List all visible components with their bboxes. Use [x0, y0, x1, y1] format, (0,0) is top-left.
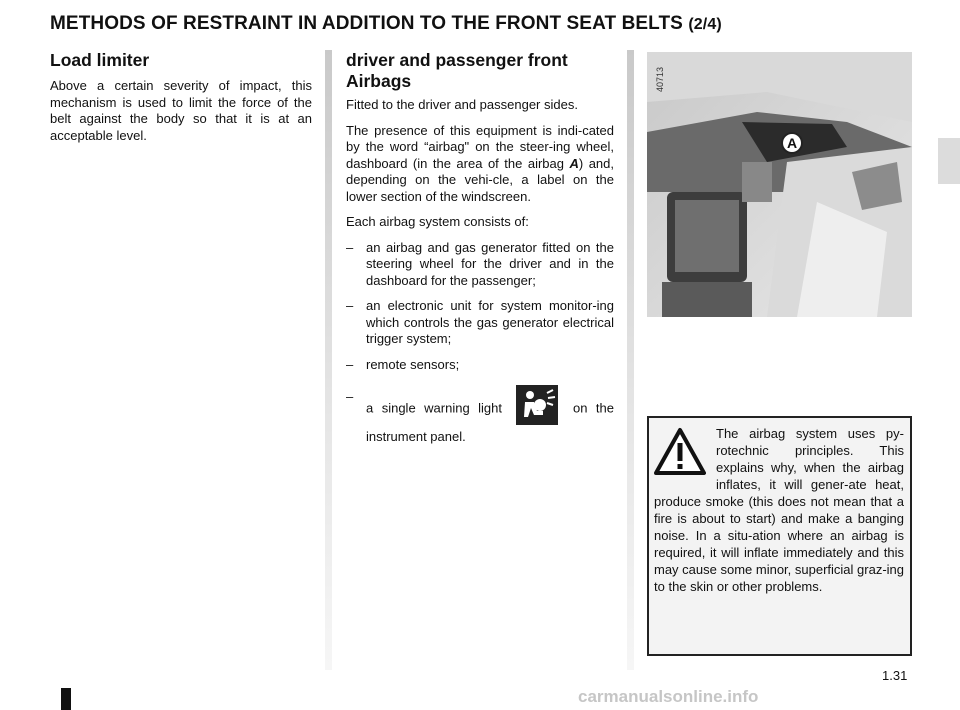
column-divider-left [325, 50, 332, 670]
airbag-label-ref: A [569, 155, 579, 171]
list-item: – an electronic unit for system monitor-ing which controls the gas generator electrical trigger system; [346, 298, 614, 346]
list-item: – an airbag and gas generator fitted on the steering wheel for the driver and in the dashboard for the passenger; [346, 239, 614, 288]
airbags-heading: driver and passenger front Airbags [346, 50, 568, 91]
page-number: 1.31 [882, 668, 908, 683]
figure-code: 40713 [655, 66, 665, 92]
load-limiter-text: Above a certain severity of impact, this mechanism is used to limit the force of the belt against the body so that it is at an acceptable level. [50, 78, 312, 143]
section-tab [938, 138, 960, 184]
airbags-body [346, 97, 614, 455]
column-divider-right [627, 50, 634, 670]
warning-text: The airbag system uses py-rotechnic principles. This explains why, when the airbag inflates, it will gener-ate heat, produce smoke (this does not mean that a fire is about to start) and make a banging noise. In a situ-ation where an airbag is required, it will inflate immediately and this may cause some minor, superficial graz-ing to the skin or other problems. [654, 426, 904, 594]
warning-triangle-icon [654, 425, 716, 489]
list-item: – a single warning light on the instrument panel. [346, 389, 614, 446]
title-part: (2/4) [688, 16, 722, 33]
page-title [50, 13, 722, 35]
callout-a: A [781, 132, 803, 154]
airbag-warning-light-icon [516, 385, 558, 425]
dashboard-photo [647, 52, 912, 317]
airbags-consists-text: Each airbag system consists of: [346, 214, 529, 229]
load-limiter-heading: Load limiter [50, 50, 150, 70]
corner-mark [61, 688, 71, 710]
airbags-presence-text: The presence of this equipment is indi-cated by the word “airbag" on the steer-ing wheel, dashboard (in the area of the airbag A) and, depending on the vehi-cle, a label on the lower section of the windscreen. [346, 122, 614, 204]
airbags-fitted-text: Fitted to the driver and passenger sides. [346, 97, 578, 112]
title-text: METHODS OF RESTRAINT IN ADDITION TO THE FRONT SEAT BELTS [50, 13, 683, 34]
list-item: – remote sensors; [346, 356, 460, 372]
watermark: carmanualsonline.info [578, 687, 759, 706]
